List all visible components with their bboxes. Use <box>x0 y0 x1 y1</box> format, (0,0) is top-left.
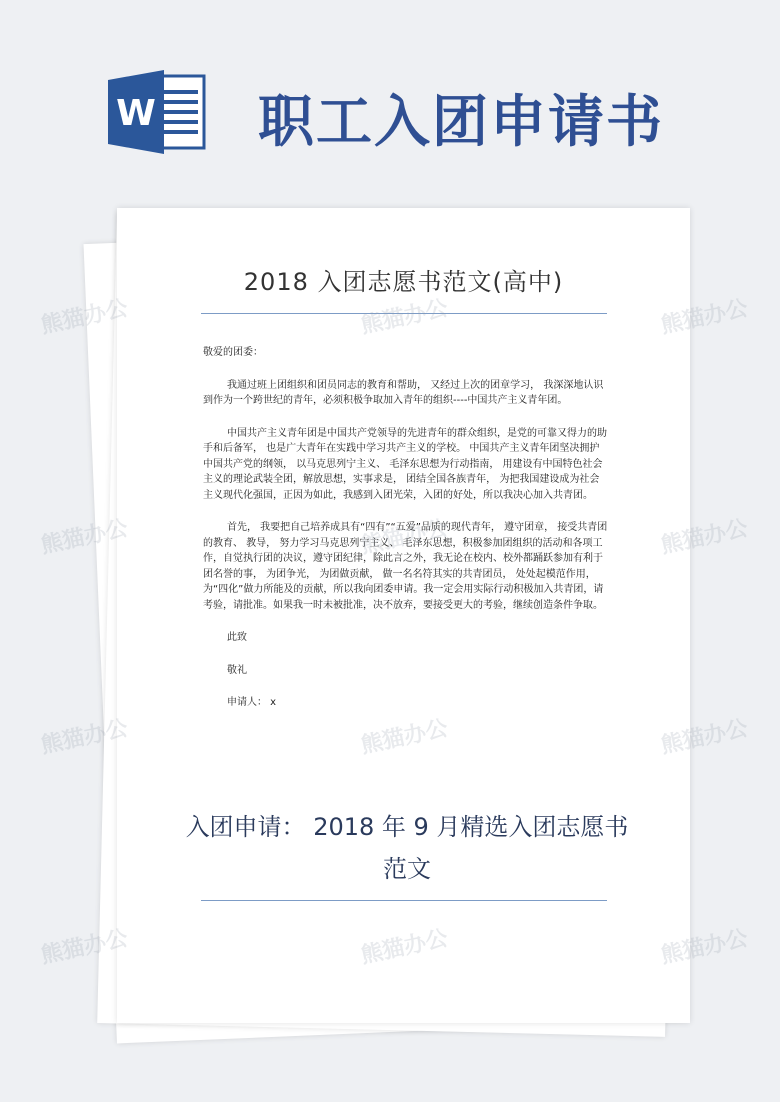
paragraph: 首先， 我要把自己培养成具有“四有”“五爱”品质的现代青年， 遵守团章， 接受共青团的教育、 教导， 努力学习马克思列宁主义、 毛泽东思想，积极参加团组织的活动和各项工作，自觉执行团的决议，遵守团纪律，除此言之外，我无论在校内、校外都踊跃参加有利于团名誉的事， 为团争光， 为团做贡献， 做一名名符其实的共青团员， 处处起模范作用， 为“四化”做力所能及的贡献，所以我向团委申请。我一定会用实际行动积极加入共青团，请考验，请批准。如果我一时未被批准，决不放弃，要接受更大的考验，继续创造条件争取。 <box>203 522 608 611</box>
watermark: 熊猫办公 <box>658 516 751 559</box>
word-logo-letter: W <box>116 93 156 134</box>
watermark: 熊猫办公 <box>38 716 131 759</box>
word-icon <box>108 70 208 154</box>
watermark: 熊猫办公 <box>658 926 751 969</box>
watermark: 熊猫办公 <box>38 296 131 339</box>
watermark: 熊猫办公 <box>38 516 131 559</box>
watermark: 熊猫办公 <box>658 296 751 339</box>
applicant-line: 申请人： x <box>227 697 277 708</box>
bottom-title: 入团申请： 2018 年 9 月精选入团志愿书范文 <box>185 813 629 883</box>
watermark: 熊猫办公 <box>358 296 451 339</box>
watermark: 熊猫办公 <box>38 926 131 969</box>
title-divider <box>201 313 607 314</box>
closing-line: 敬礼 <box>227 664 247 676</box>
banner-title: 职工入团申请书 <box>258 89 664 155</box>
banner <box>0 0 780 190</box>
paragraph: 我通过班上团组织和团员同志的教育和帮助， 又经过上次的团章学习， 我深深地认识到作为一个跨世纪的青年，必须积极争取加入青年的组织----中国共产主义青年团。 <box>203 379 604 406</box>
document-body <box>203 345 609 728</box>
paragraph: 中国共产主义青年团是中国共产党领导的先进青年的群众组织，是党的可靠又得力的助手和后备军， 也是广大青年在实践中学习共产主义的学校。 中国共产主义青年团坚决拥护中国共产党的纲领， 以马克思列宁主义、 毛泽东思想为行动指南， 用建设有中国特色社会主义的理论武装全团，解放思想，实事求是， 团结全国各族青年， 为把我国建设成为社会主义现代化强国，正因为如此，我感到入团光荣，入团的好处，所以我决心加入共青团。 <box>203 427 607 501</box>
watermark: 熊猫办公 <box>358 716 451 759</box>
watermark: 熊猫办公 <box>358 926 451 969</box>
watermark: 熊猫办公 <box>658 716 751 759</box>
salutation: 敬爱的团委： <box>203 347 263 358</box>
closing-line: 此致 <box>227 632 247 643</box>
document-page <box>117 208 690 1023</box>
bottom-divider <box>201 900 607 901</box>
document-title: 2018 入团志愿书范文(高中) <box>243 268 564 296</box>
watermark: 熊猫办公 <box>358 516 451 559</box>
